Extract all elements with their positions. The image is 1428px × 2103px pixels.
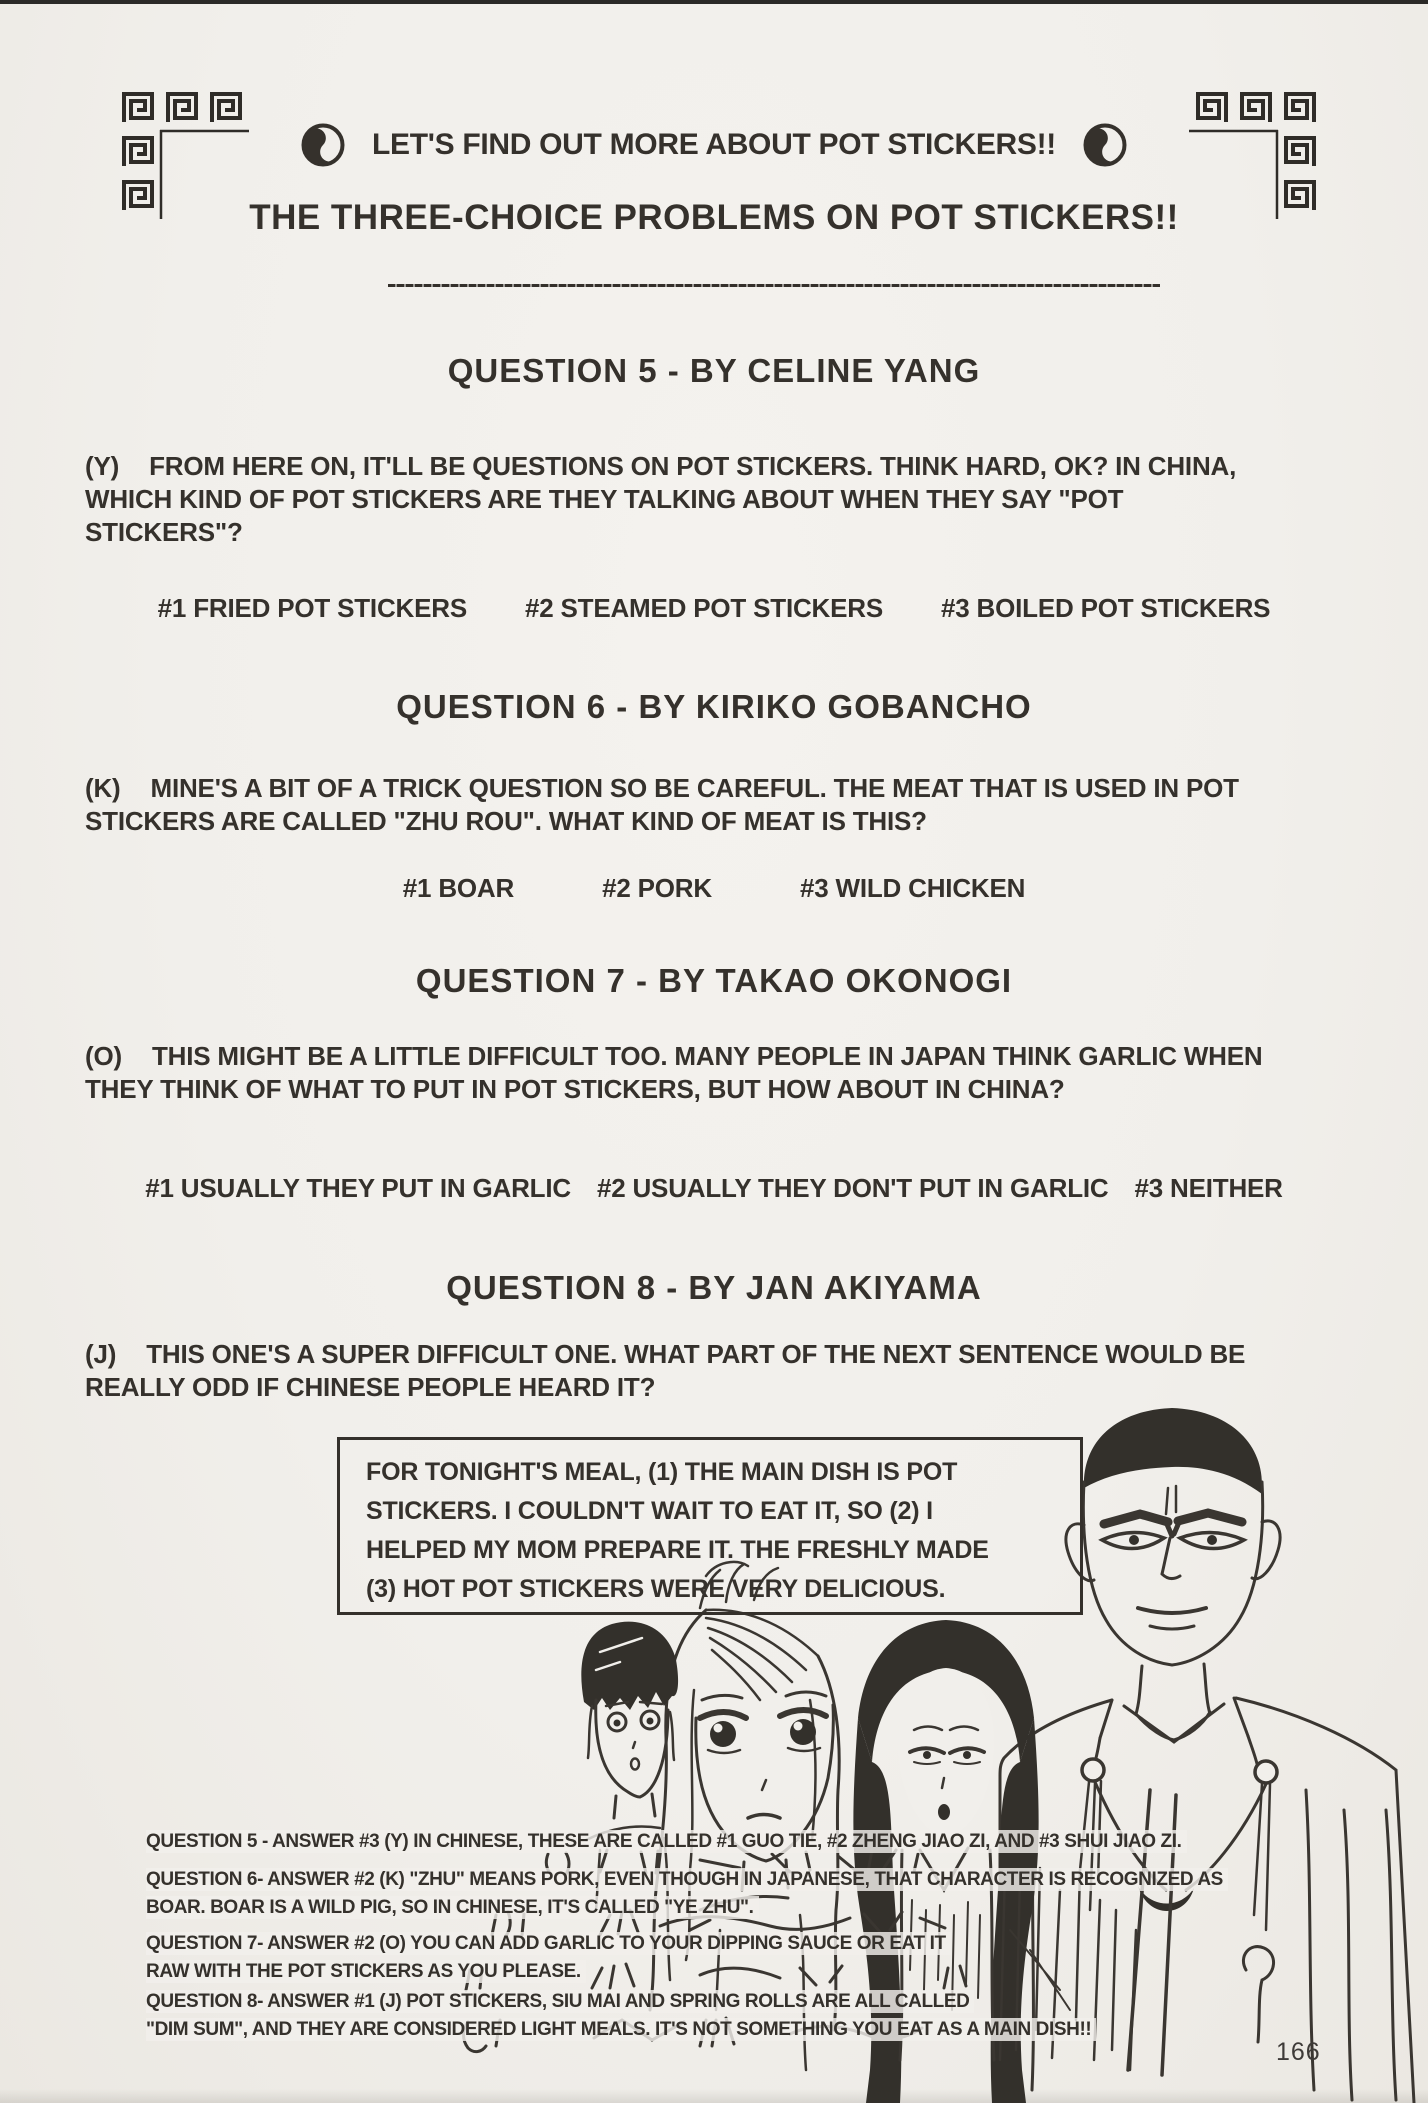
question-6-heading: QUESTION 6 - BY KIRIKO GOBANCHO: [396, 688, 1032, 725]
page-title: THE THREE-CHOICE PROBLEMS ON POT STICKERS!!: [249, 198, 1179, 237]
question-text: THIS MIGHT BE A LITTLE DIFFICULT TOO. MANY PEOPLE IN JAPAN THINK GARLIC WHEN THEY THINK OF WHAT TO PUT IN POT STICKERS, BUT HOW ABOUT IN CHINA?: [85, 1041, 1263, 1104]
header-label: LET'S FIND OUT MORE ABOUT POT STICKERS!!: [371, 128, 1056, 161]
answer-line: QUESTION 6- ANSWER #2 (K) "ZHU" MEANS PORK, EVEN THOUGH IN JAPANESE, THAT CHARACTER IS RECOGNIZED AS: [146, 1868, 1228, 1891]
question-5-choices: [0, 594, 1428, 622]
choice-2: #2 PORK: [602, 873, 712, 903]
quote-line: (3) HOT POT STICKERS WERE VERY DELICIOUS.: [366, 1575, 946, 1603]
choice-3: #3 NEITHER: [1134, 1173, 1283, 1203]
answer-line: QUESTION 5 - ANSWER #3 (Y) IN CHINESE, THESE ARE CALLED #1 GUO TIE, #2 ZHENG JIAO ZI, AND #3 SHUI JIAO ZI.: [146, 1830, 1187, 1853]
answer-question-6: [146, 1866, 1228, 1922]
choice-1: #1 BOAR: [402, 873, 515, 903]
question-6-choices: [0, 874, 1428, 902]
example-sentence-box: [337, 1437, 1083, 1615]
question-7-choices: [0, 1174, 1428, 1202]
answer-question-5: [146, 1828, 1187, 1856]
question-7-heading: QUESTION 7 - BY TAKAO OKONOGI: [415, 962, 1013, 999]
choice-1: #1 USUALLY THEY PUT IN GARLIC: [145, 1173, 571, 1203]
question-text: FROM HERE ON, IT'LL BE QUESTIONS ON POT STICKERS. THINK HARD, OK? IN CHINA, WHICH KIND OF POT STICKERS ARE THEY TALKING ABOUT WHEN THEY SAY "POT STICKERS"?: [85, 451, 1237, 547]
yin-yang-icon: [300, 122, 346, 168]
quote-line: HELPED MY MOM PREPARE IT. THE FRESHLY MADE: [366, 1536, 989, 1564]
speaker-label: (Y): [85, 451, 120, 481]
choice-3: #3 BOILED POT STICKERS: [941, 593, 1271, 623]
speaker-label: (K): [85, 773, 121, 803]
choice-3: #3 WILD CHICKEN: [799, 873, 1026, 903]
title-divider: [388, 284, 1160, 287]
question-6-body: [85, 772, 1275, 838]
quote-line: STICKERS. I COULDN'T WAIT TO EAT IT, SO (2) I: [366, 1497, 933, 1525]
question-5-heading: QUESTION 5 - BY CELINE YANG: [447, 352, 981, 389]
answer-question-8: [146, 1988, 1096, 2044]
page-header: [0, 122, 1428, 168]
choice-2: #2 USUALLY THEY DON'T PUT IN GARLIC: [596, 1173, 1109, 1203]
answer-line: QUESTION 7- ANSWER #2 (O) YOU CAN ADD GARLIC TO YOUR DIPPING SAUCE OR EAT IT: [146, 1932, 951, 1955]
speaker-label: (J): [85, 1339, 117, 1369]
answer-line: RAW WITH THE POT STICKERS AS YOU PLEASE.: [146, 1960, 586, 1983]
answer-line: "DIM SUM", AND THEY ARE CONSIDERED LIGHT MEALS. IT'S NOT SOMETHING YOU EAT AS A MAIN DISH!!: [146, 2018, 1096, 2041]
question-7-body: [85, 1040, 1275, 1106]
question-text: MINE'S A BIT OF A TRICK QUESTION SO BE CAREFUL. THE MEAT THAT IS USED IN POT STICKERS ARE CALLED "ZHU ROU". WHAT KIND OF MEAT IS THIS?: [85, 773, 1239, 836]
question-text: THIS ONE'S A SUPER DIFFICULT ONE. WHAT PART OF THE NEXT SENTENCE WOULD BE REALLY ODD IF CHINESE PEOPLE HEARD IT?: [85, 1339, 1246, 1402]
choice-1: #1 FRIED POT STICKERS: [157, 593, 467, 623]
scan-edge: [0, 0, 1428, 4]
speaker-label: (O): [85, 1041, 122, 1071]
question-8-heading: QUESTION 8 - BY JAN AKIYAMA: [446, 1269, 982, 1306]
choice-2: #2 STEAMED POT STICKERS: [524, 593, 883, 623]
answer-line: QUESTION 8- ANSWER #1 (J) POT STICKERS, SIU MAI AND SPRING ROLLS ARE ALL CALLED: [146, 1990, 974, 2013]
answer-line: BOAR. BOAR IS A WILD PIG, SO IN CHINESE, IT'S CALLED "YE ZHU".: [146, 1896, 759, 1919]
answer-question-7: [146, 1930, 951, 1986]
quote-line: FOR TONIGHT'S MEAL, (1) THE MAIN DISH IS POT: [366, 1458, 958, 1486]
question-5-body: [85, 450, 1275, 549]
page-number: 166: [1276, 2038, 1321, 2066]
yin-yang-icon: [1082, 122, 1128, 168]
